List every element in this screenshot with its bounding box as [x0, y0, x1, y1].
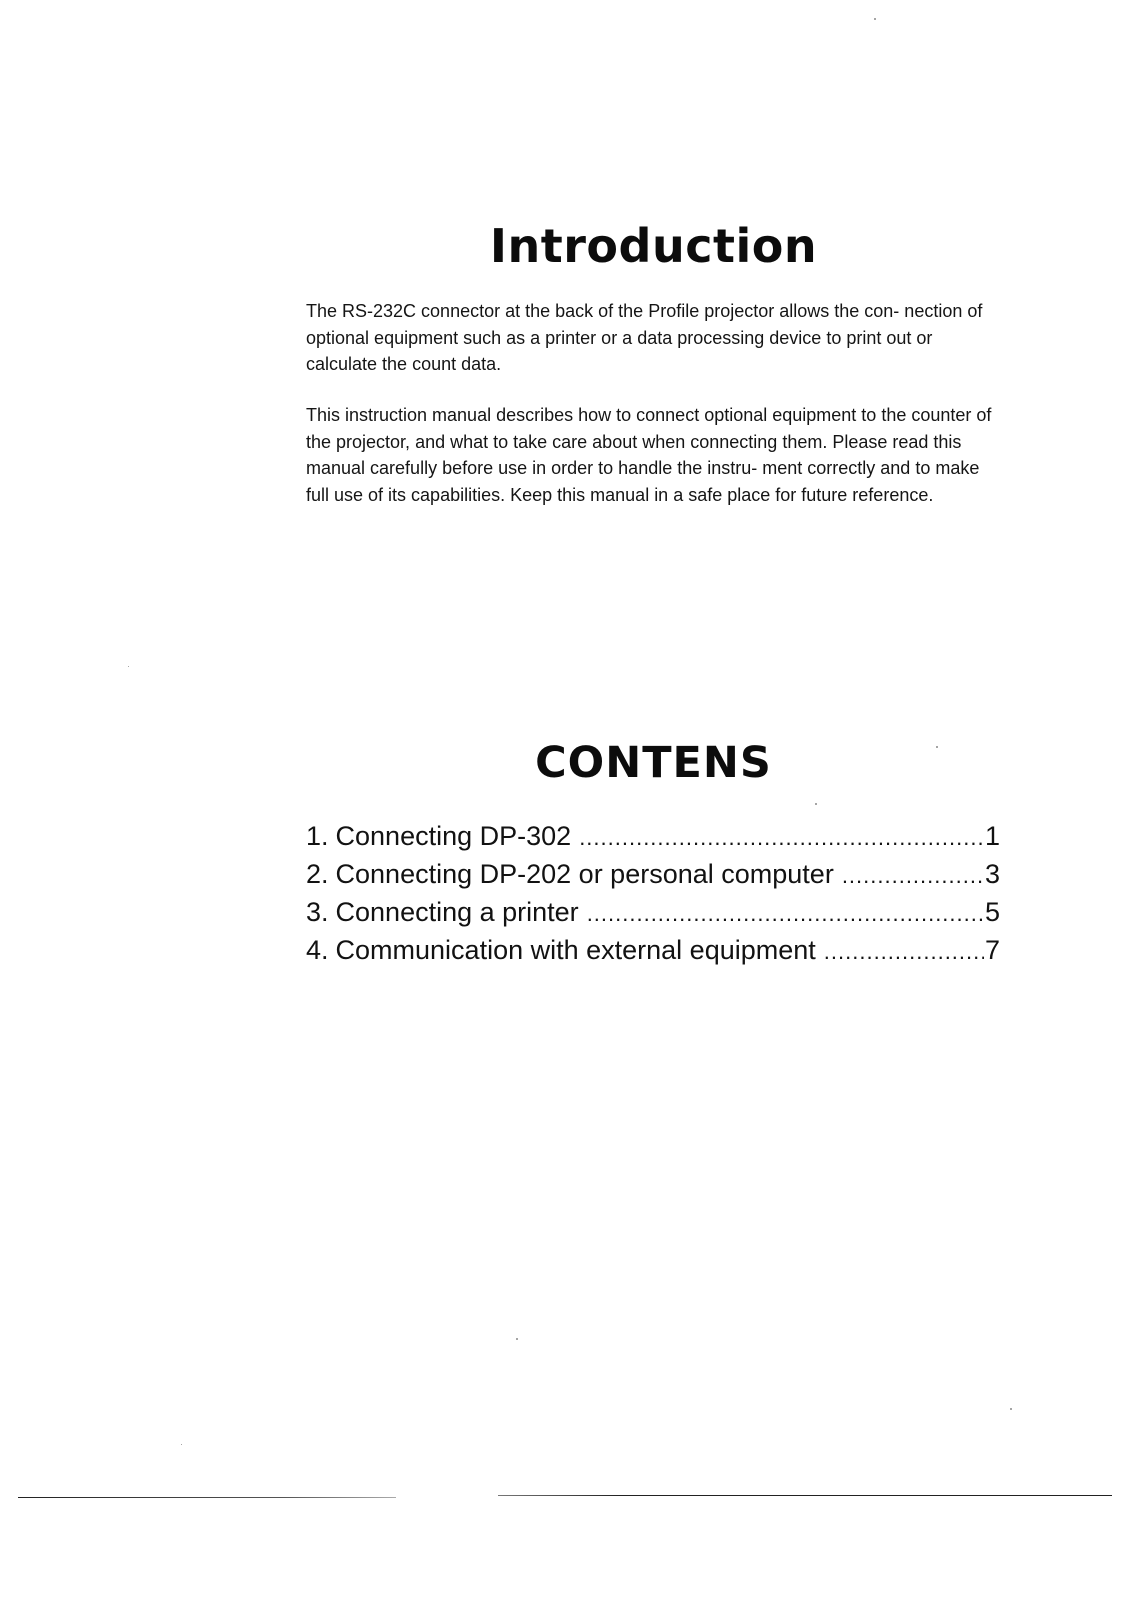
toc-dot-leader [587, 896, 984, 932]
scan-speck [516, 1338, 518, 1340]
toc-dot-leader [579, 820, 984, 856]
toc-entry-title: Connecting DP-202 or personal computer [335, 859, 834, 889]
toc-dot-leader [842, 858, 984, 894]
toc-entry-number: 1. [306, 821, 329, 851]
toc-entry-number: 4. [306, 935, 329, 965]
toc-entry-title: Connecting a printer [335, 897, 579, 927]
introduction-heading: Introduction [489, 219, 818, 273]
introduction-paragraph-2: This instruction manual describes how to connect optional equipment to the counter of the projector, and what to take care about when connecting them. Please read this manual carefully before use in order to handle the instru- ment correctly and to make full use of its capabilities. Keep this manual in a safe place for future reference. [306, 405, 992, 505]
scan-speck [181, 1444, 182, 1445]
scan-speck [815, 803, 817, 805]
scan-speck [1010, 1408, 1012, 1410]
scan-speck [874, 18, 876, 20]
footer-rule-right [498, 1495, 1112, 1496]
toc-entry[interactable] [306, 894, 1000, 932]
toc-entry[interactable] [306, 856, 1000, 894]
toc-entry-number: 3. [306, 897, 329, 927]
toc-entry[interactable] [306, 932, 1000, 970]
toc-entry-title: Communication with external equipment [335, 935, 816, 965]
scan-speck [936, 746, 938, 748]
table-of-contents [306, 818, 1000, 970]
introduction-paragraph-1: The RS-232C connector at the back of the Profile projector allows the con- nection of optional equipment such as a printer or a data processing device to print out or calculate the count data. [306, 301, 983, 374]
toc-entry-page: 5 [984, 897, 1000, 927]
toc-entry-page: 7 [984, 935, 1000, 965]
toc-entry-page: 3 [984, 859, 1000, 889]
contents-heading: CONTENS [535, 738, 772, 788]
toc-dot-leader [824, 934, 984, 970]
scan-speck [128, 666, 129, 667]
toc-entry-page: 1 [984, 821, 1000, 851]
toc-entry-title: Connecting DP-302 [335, 821, 572, 851]
toc-entry[interactable] [306, 818, 1000, 856]
toc-entry-number: 2. [306, 859, 329, 889]
footer-rule-left [18, 1497, 396, 1498]
